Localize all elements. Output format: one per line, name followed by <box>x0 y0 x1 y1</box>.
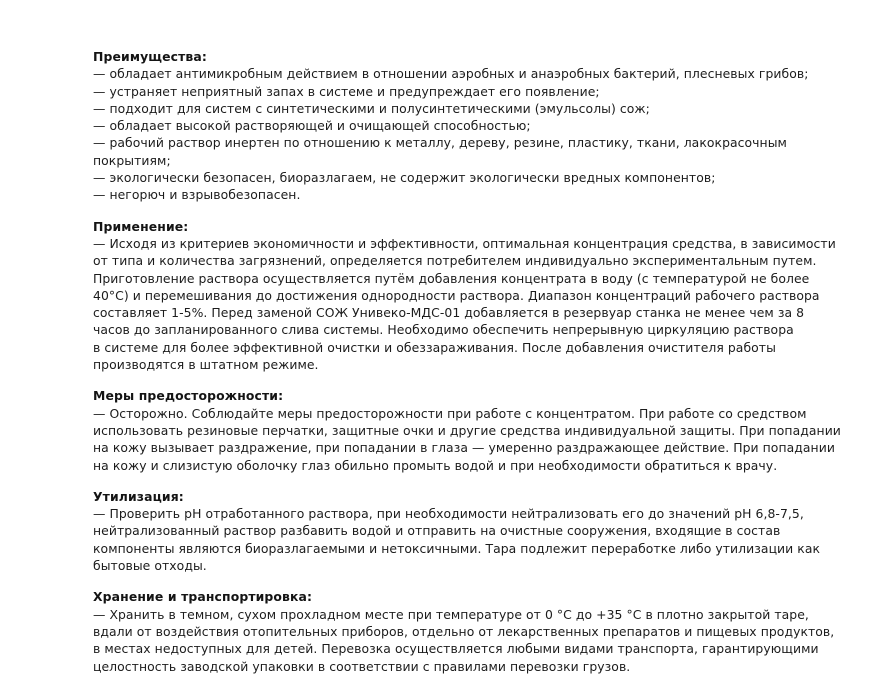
section-heading-storage: Хранение и транспортировка: <box>93 589 313 605</box>
text-line: — Исходя из критериев экономичности и эффективности, оптимальная концентрация средства, в зависимости <box>93 235 836 251</box>
section-heading-precautions: Меры предосторожности: <box>93 388 284 404</box>
section-body-storage <box>93 606 848 675</box>
text-line: на кожу и слизистую оболочку глаз обильно промыть водой и при необходимости обратиться к врачу. <box>93 457 778 473</box>
text-line: от типа и количества загрязнений, определяется потребителем индивидуально экспериментальным путем. <box>93 253 817 269</box>
paragraph <box>93 505 848 574</box>
text-line: производятся в штатном режиме. <box>93 357 319 373</box>
section-application <box>93 218 848 374</box>
paragraph <box>93 186 848 203</box>
text-line: — Осторожно. Соблюдайте меры предосторожности при работе с концентратом. При работе со средством <box>93 405 807 421</box>
text-line: в системе для более эффективной очистки и обеззараживания. После добавления очистителя работы <box>93 339 776 355</box>
paragraph <box>93 100 848 117</box>
text-line: — обладает высокой растворяющей и очищающей способностью; <box>93 118 531 134</box>
text-line: — Хранить в темном, сухом прохладном месте при температуре от 0 °С до +35 °С в плотно закрытой таре, <box>93 606 809 622</box>
section-heading-application: Применение: <box>93 218 189 234</box>
text-line: покрытиям; <box>93 152 171 168</box>
text-line: бытовые отходы. <box>93 558 207 574</box>
text-line: — Проверить рН отработанного раствора, при необходимости нейтрализовать его до значений рН 6,8-7,5, <box>93 506 804 522</box>
section-body-disposal <box>93 505 848 574</box>
paragraph <box>93 169 848 186</box>
section-advantages <box>93 48 848 204</box>
text-line: нейтрализованный раствор разбавить водой и отправить на очистные сооружения, входящие в состав <box>93 523 781 539</box>
text-line: — рабочий раствор инертен по отношению к металлу, дереву, резине, пластику, ткани, лакокрасочным <box>93 135 787 151</box>
paragraph <box>93 117 848 134</box>
text-line: часов до запланированного слива системы. Необходимо обеспечить непрерывную циркуляцию раствора <box>93 322 794 338</box>
paragraph <box>93 606 848 675</box>
text-line: — экологически безопасен, биоразлагаем, не содержит экологически вредных компонентов; <box>93 170 716 186</box>
text-line: вдали от воздействия отопительных приборов, отдельно от лекарственных препаратов и пищевых продуктов, <box>93 623 835 639</box>
section-body-application <box>93 235 848 373</box>
section-heading-advantages: Преимущества: <box>93 49 207 64</box>
text-line: Приготовление раствора осуществляется путём добавления концентрата в воду (с температурой не более <box>93 270 810 286</box>
text-line: составляет 1-5%. Перед заменой СОЖ Унивеко-МДС-01 добавляется в резервуар станка не менее чем за 8 <box>93 305 805 321</box>
paragraph <box>93 235 848 373</box>
section-body-advantages <box>93 65 848 203</box>
paragraph <box>93 65 848 82</box>
text-line: в местах недоступных для детей. Перевозка осуществляется любыми видами транспорта, гарантирующими <box>93 641 819 657</box>
text-line: использовать резиновые перчатки, защитные очки и другие средства индивидуальной защиты. При попадании <box>93 422 841 438</box>
paragraph <box>93 83 848 100</box>
text-line: на кожу вызывает раздражение, при попадании в глаза — умеренно раздражающее действие. При попадании <box>93 440 835 456</box>
text-line: — устраняет неприятный запах в системе и предупреждает его появление; <box>93 83 600 99</box>
text-line: — негорюч и взрывобезопасен. <box>93 187 301 203</box>
text-line: 40°С) и перемешивания до достижения однородности раствора. Диапазон концентраций рабочего раствора <box>93 287 820 303</box>
section-body-precautions <box>93 405 848 474</box>
section-storage <box>93 588 848 674</box>
text-line: целостность заводской упаковки в соответствии с правилами перевозки грузов. <box>93 658 631 674</box>
text-line: компоненты являются биоразлагаемыми и нетоксичными. Тара подлежит переработке либо утилизации как <box>93 540 821 556</box>
section-heading-disposal: Утилизация: <box>93 488 184 504</box>
text-line: — подходит для систем с синтетическими и полусинтетическими (эмульсолы) сож; <box>93 100 650 116</box>
text-line: — обладает антимикробным действием в отношении аэробных и анаэробных бактерий, плесневых грибов; <box>93 66 809 82</box>
paragraph <box>93 405 848 474</box>
section-precautions <box>93 387 848 473</box>
paragraph <box>93 134 848 169</box>
section-disposal <box>93 488 848 574</box>
